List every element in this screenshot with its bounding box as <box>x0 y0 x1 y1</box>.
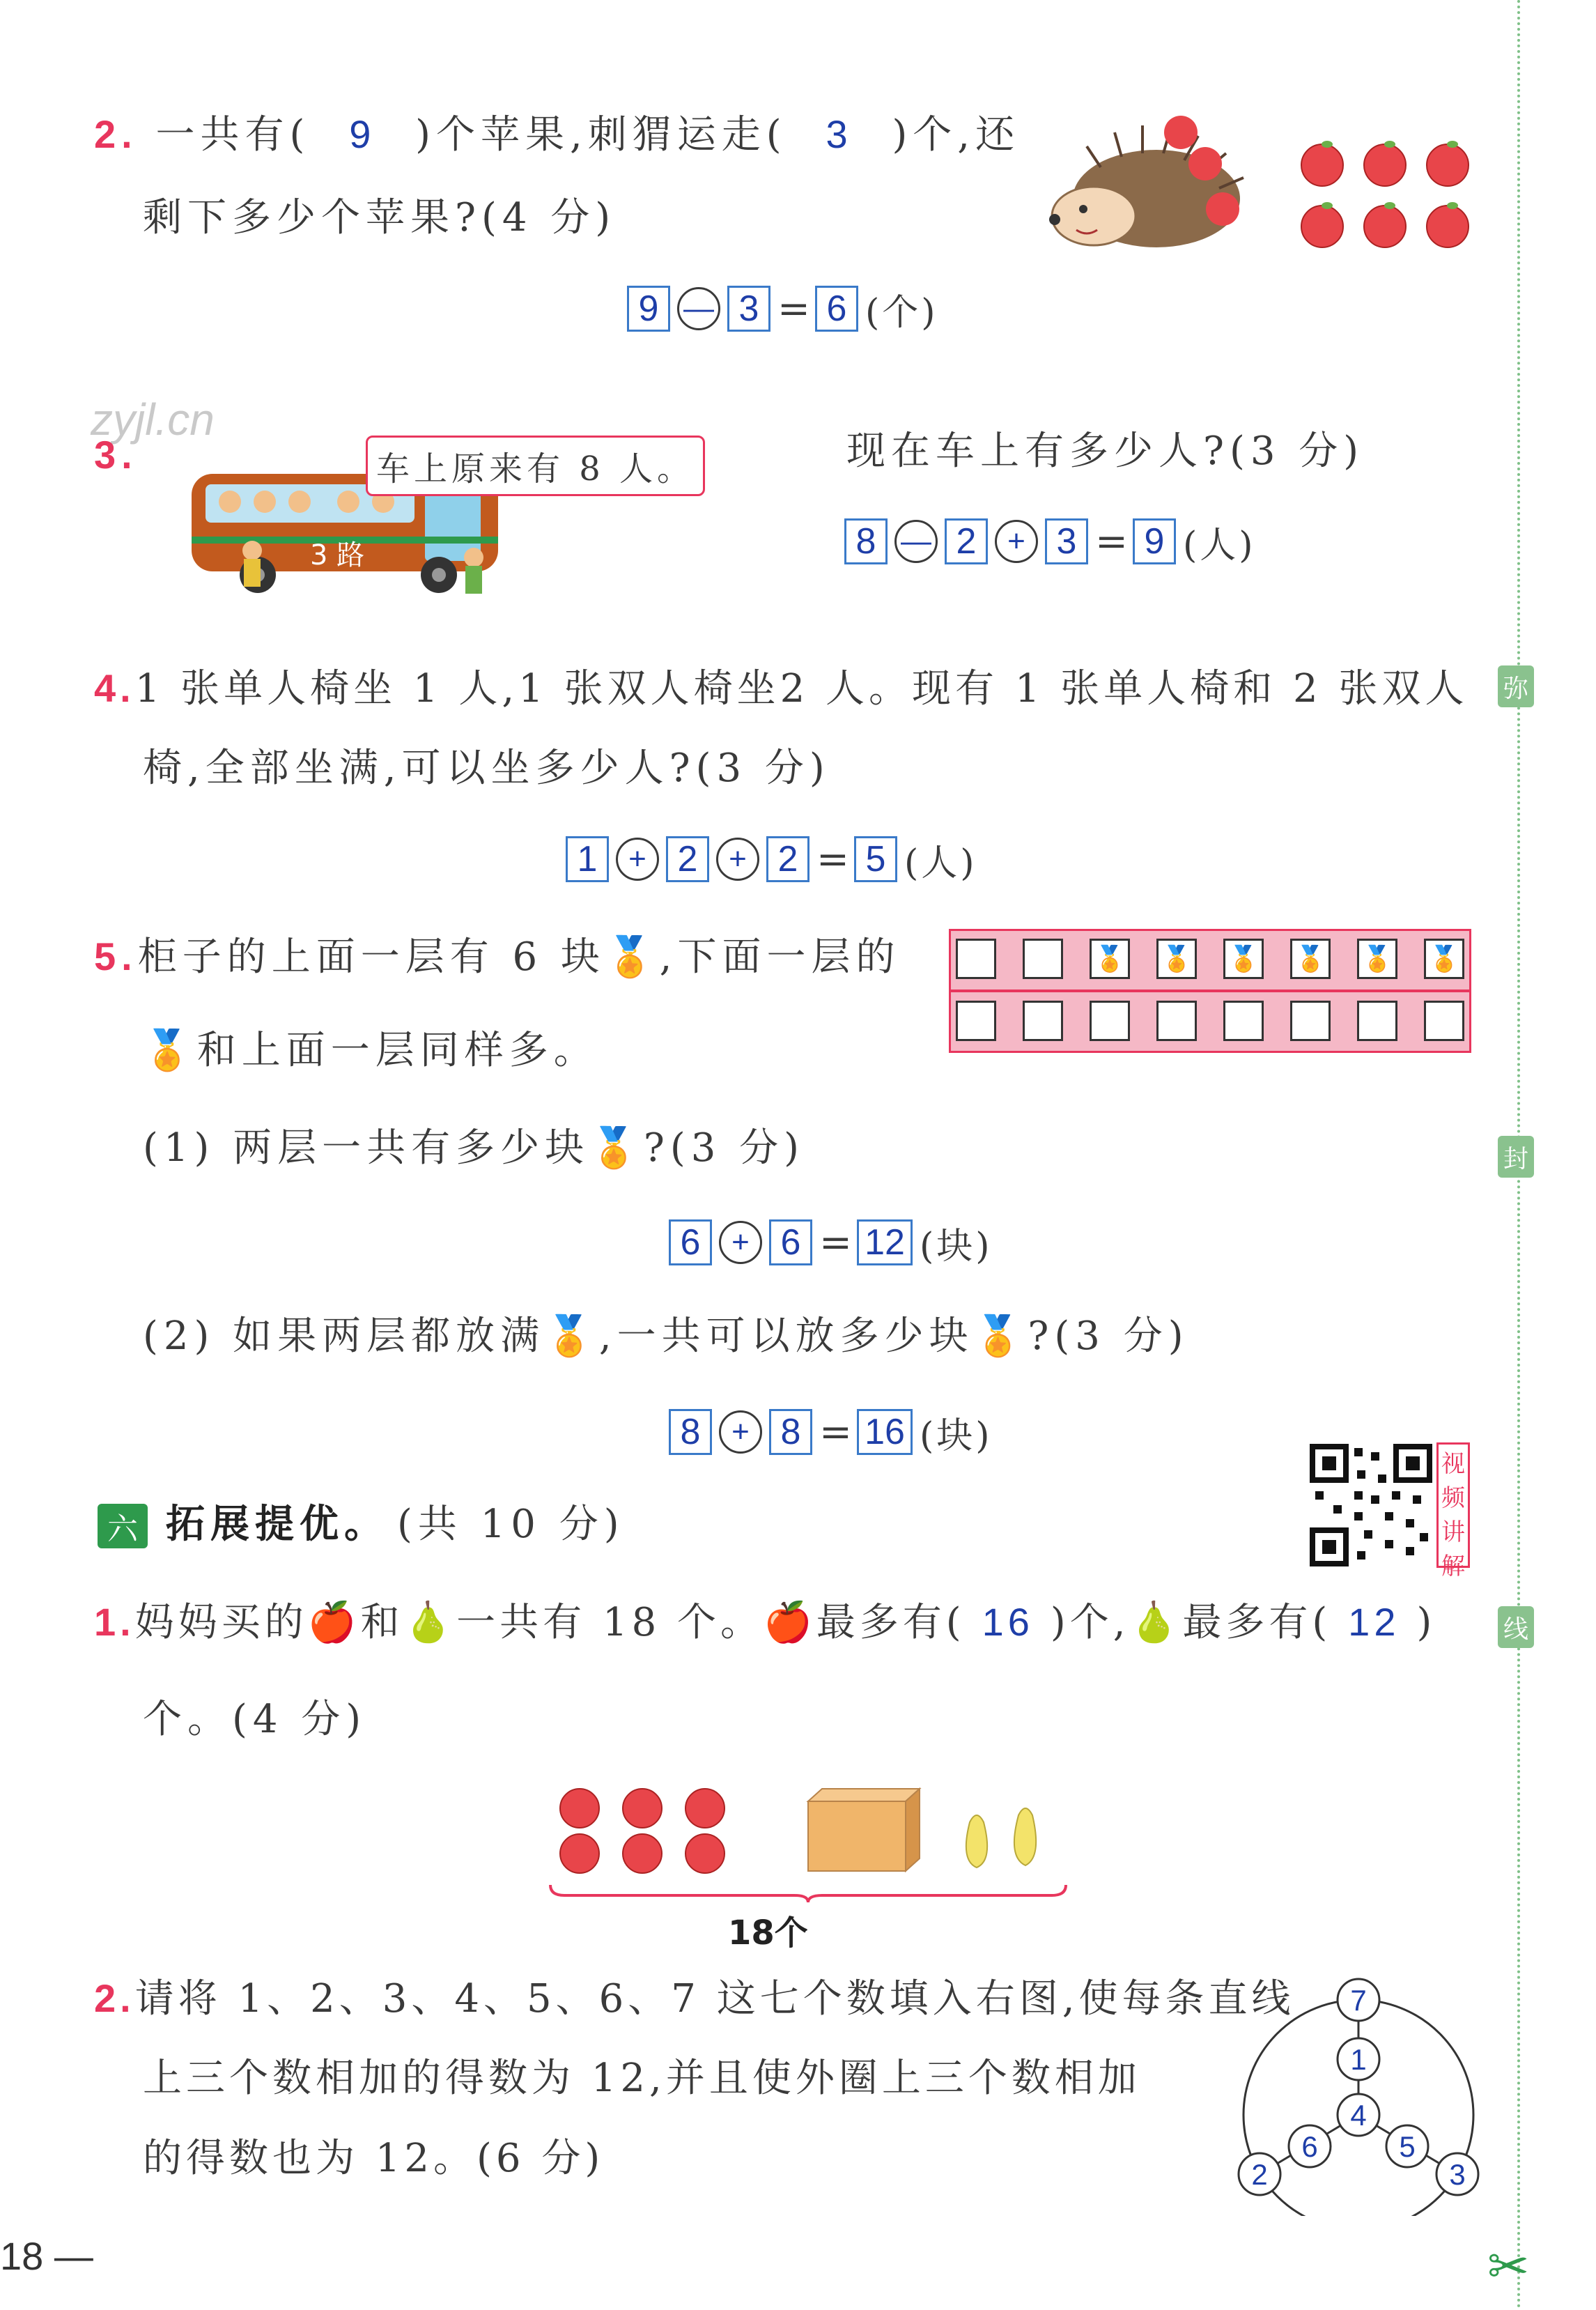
node-left-inner: 6 <box>1301 2130 1318 2163</box>
q4-line1: 4.1 张单人椅坐 1 人,1 张双人椅坐2 人。现有 1 张单人椅和 2 张双人 <box>94 666 1469 711</box>
s6q1-answer-apples: 16 <box>982 1600 1034 1644</box>
cabinet-cell-empty <box>1156 1001 1197 1041</box>
bus-route-label: 3 路 <box>310 539 365 571</box>
apples-group <box>1296 136 1477 254</box>
q5-line1: 5.柜子的上面一层有 6 块🏅,下面一层的 <box>94 934 901 980</box>
side-tag-mi: 弥 <box>1498 665 1534 707</box>
medal-icon: 🏅 <box>545 1314 599 1359</box>
s6q1-line1: 1.妈妈买的🍎和🍐一共有 18 个。🍎最多有( 16 )个,🍐最多有( 12 ) <box>94 1600 1436 1645</box>
cabinet-cell-empty <box>1290 1001 1331 1041</box>
medal-icon: 🏅 <box>143 1028 197 1073</box>
cabinet-cell-empty <box>1424 1001 1464 1041</box>
s6q1-answer-pears: 12 <box>1348 1600 1400 1644</box>
section-6-title: 拓展提优。 <box>166 1502 389 1547</box>
q3-number: 3. <box>94 433 138 477</box>
qr-label: 视 频 讲 解 <box>1436 1442 1470 1568</box>
q5-line2: 🏅和上面一层同样多。 <box>143 1028 598 1073</box>
pear-icon: 🍐 <box>403 1600 457 1645</box>
s6q2-line2: 上三个数相加的得数为 12,并且使外圈上三个数相加 <box>143 2056 1141 2101</box>
brace-label: 18个 <box>728 1914 808 1953</box>
node-left-outer: 2 <box>1251 2158 1268 2191</box>
fruit-box-illustration <box>543 1780 1073 1906</box>
q2-line1: 2. 一共有( 9 )个苹果,刺猬运走( 3 )个,还 <box>94 112 1021 157</box>
q3-question: 现在车上有多少人?(3 分) <box>846 429 1365 474</box>
side-tag-feng: 封 <box>1498 1136 1534 1178</box>
number-circle-diagram <box>1226 1972 1491 2216</box>
cabinet-cell-medal: 🏅 <box>1090 939 1130 979</box>
node-top: 7 <box>1350 1984 1367 2017</box>
cabinet-cell-empty <box>1223 1001 1264 1041</box>
node-upper: 1 <box>1350 2043 1367 2076</box>
q5-sub1: (1) 两层一共有多少块🏅?(3 分) <box>143 1125 805 1171</box>
q2-number: 2. <box>94 112 138 156</box>
cabinet-cell-medal: 🏅 <box>1290 939 1331 979</box>
cabinet-cell-medal: 🏅 <box>1357 939 1397 979</box>
q3-callout: 车上原来有 8 人。 <box>366 436 705 496</box>
watermark: zyjl.cn <box>91 394 215 445</box>
q4-line2: 椅,全部坐满,可以坐多少人?(3 分) <box>143 746 830 791</box>
node-right-outer: 3 <box>1449 2158 1466 2191</box>
q5-equation-1: 6 + 6 = 12 (块) <box>669 1218 993 1267</box>
q2-line2: 剩下多少个苹果?(4 分) <box>143 195 617 240</box>
s6q1-line2: 个。(4 分) <box>143 1697 367 1742</box>
q4-equation: 1 + 2 + 2 = 5 (人) <box>566 835 977 884</box>
hedgehog-illustration <box>1045 105 1254 258</box>
cabinet-cell-empty <box>1357 1001 1397 1041</box>
cabinet-cell-medal: 🏅 <box>1223 939 1264 979</box>
cabinet-cell-empty <box>1023 1001 1063 1041</box>
q3-equation: 8 — 2 + 3 = 9 (人) <box>844 517 1256 566</box>
section-6-tag: 六 <box>98 1504 148 1548</box>
side-tag-xian: 线 <box>1498 1606 1534 1648</box>
qr-code[interactable] <box>1308 1442 1434 1568</box>
medal-icon: 🏅 <box>589 1125 644 1171</box>
cabinet-cell-medal: 🏅 <box>1156 939 1197 979</box>
q2-equation: 9 — 3 = 6 (个) <box>627 284 938 333</box>
cabinet-cell-empty <box>1090 1001 1130 1041</box>
medal-icon: 🏅 <box>605 934 660 980</box>
node-right-inner: 5 <box>1399 2130 1416 2163</box>
cabinet-cell-medal: 🏅 <box>1424 939 1464 979</box>
q5-equation-2: 8 + 8 = 16 (块) <box>669 1408 993 1456</box>
apple-icon: 🍎 <box>307 1600 361 1645</box>
medal-icon: 🏅 <box>973 1314 1028 1359</box>
pear-icon: 🍐 <box>1129 1600 1183 1645</box>
s6q2-line1: 2.请将 1、2、3、4、5、6、7 这七个数填入右图,使每条直线 <box>94 1976 1295 2022</box>
q2-answer-taken: 3 <box>826 112 853 156</box>
q5-sub2: (2) 如果两层都放满🏅,一共可以放多少块🏅?(3 分) <box>143 1314 1189 1359</box>
q2-answer-total: 9 <box>349 112 377 156</box>
apple-icon: 🍎 <box>764 1600 816 1645</box>
cabinet-cell-empty <box>956 1001 996 1041</box>
cabinet-cell-empty <box>1023 939 1063 979</box>
scissors-icon: ✂ <box>1487 2237 1530 2295</box>
cabinet-cell-empty <box>956 939 996 979</box>
node-center: 4 <box>1350 2099 1367 2132</box>
s6q2-line3: 的得数也为 12。(6 分) <box>143 2136 605 2181</box>
page-number: 18 — <box>0 2234 93 2278</box>
section-6-score: (共 10 分) <box>397 1502 625 1547</box>
